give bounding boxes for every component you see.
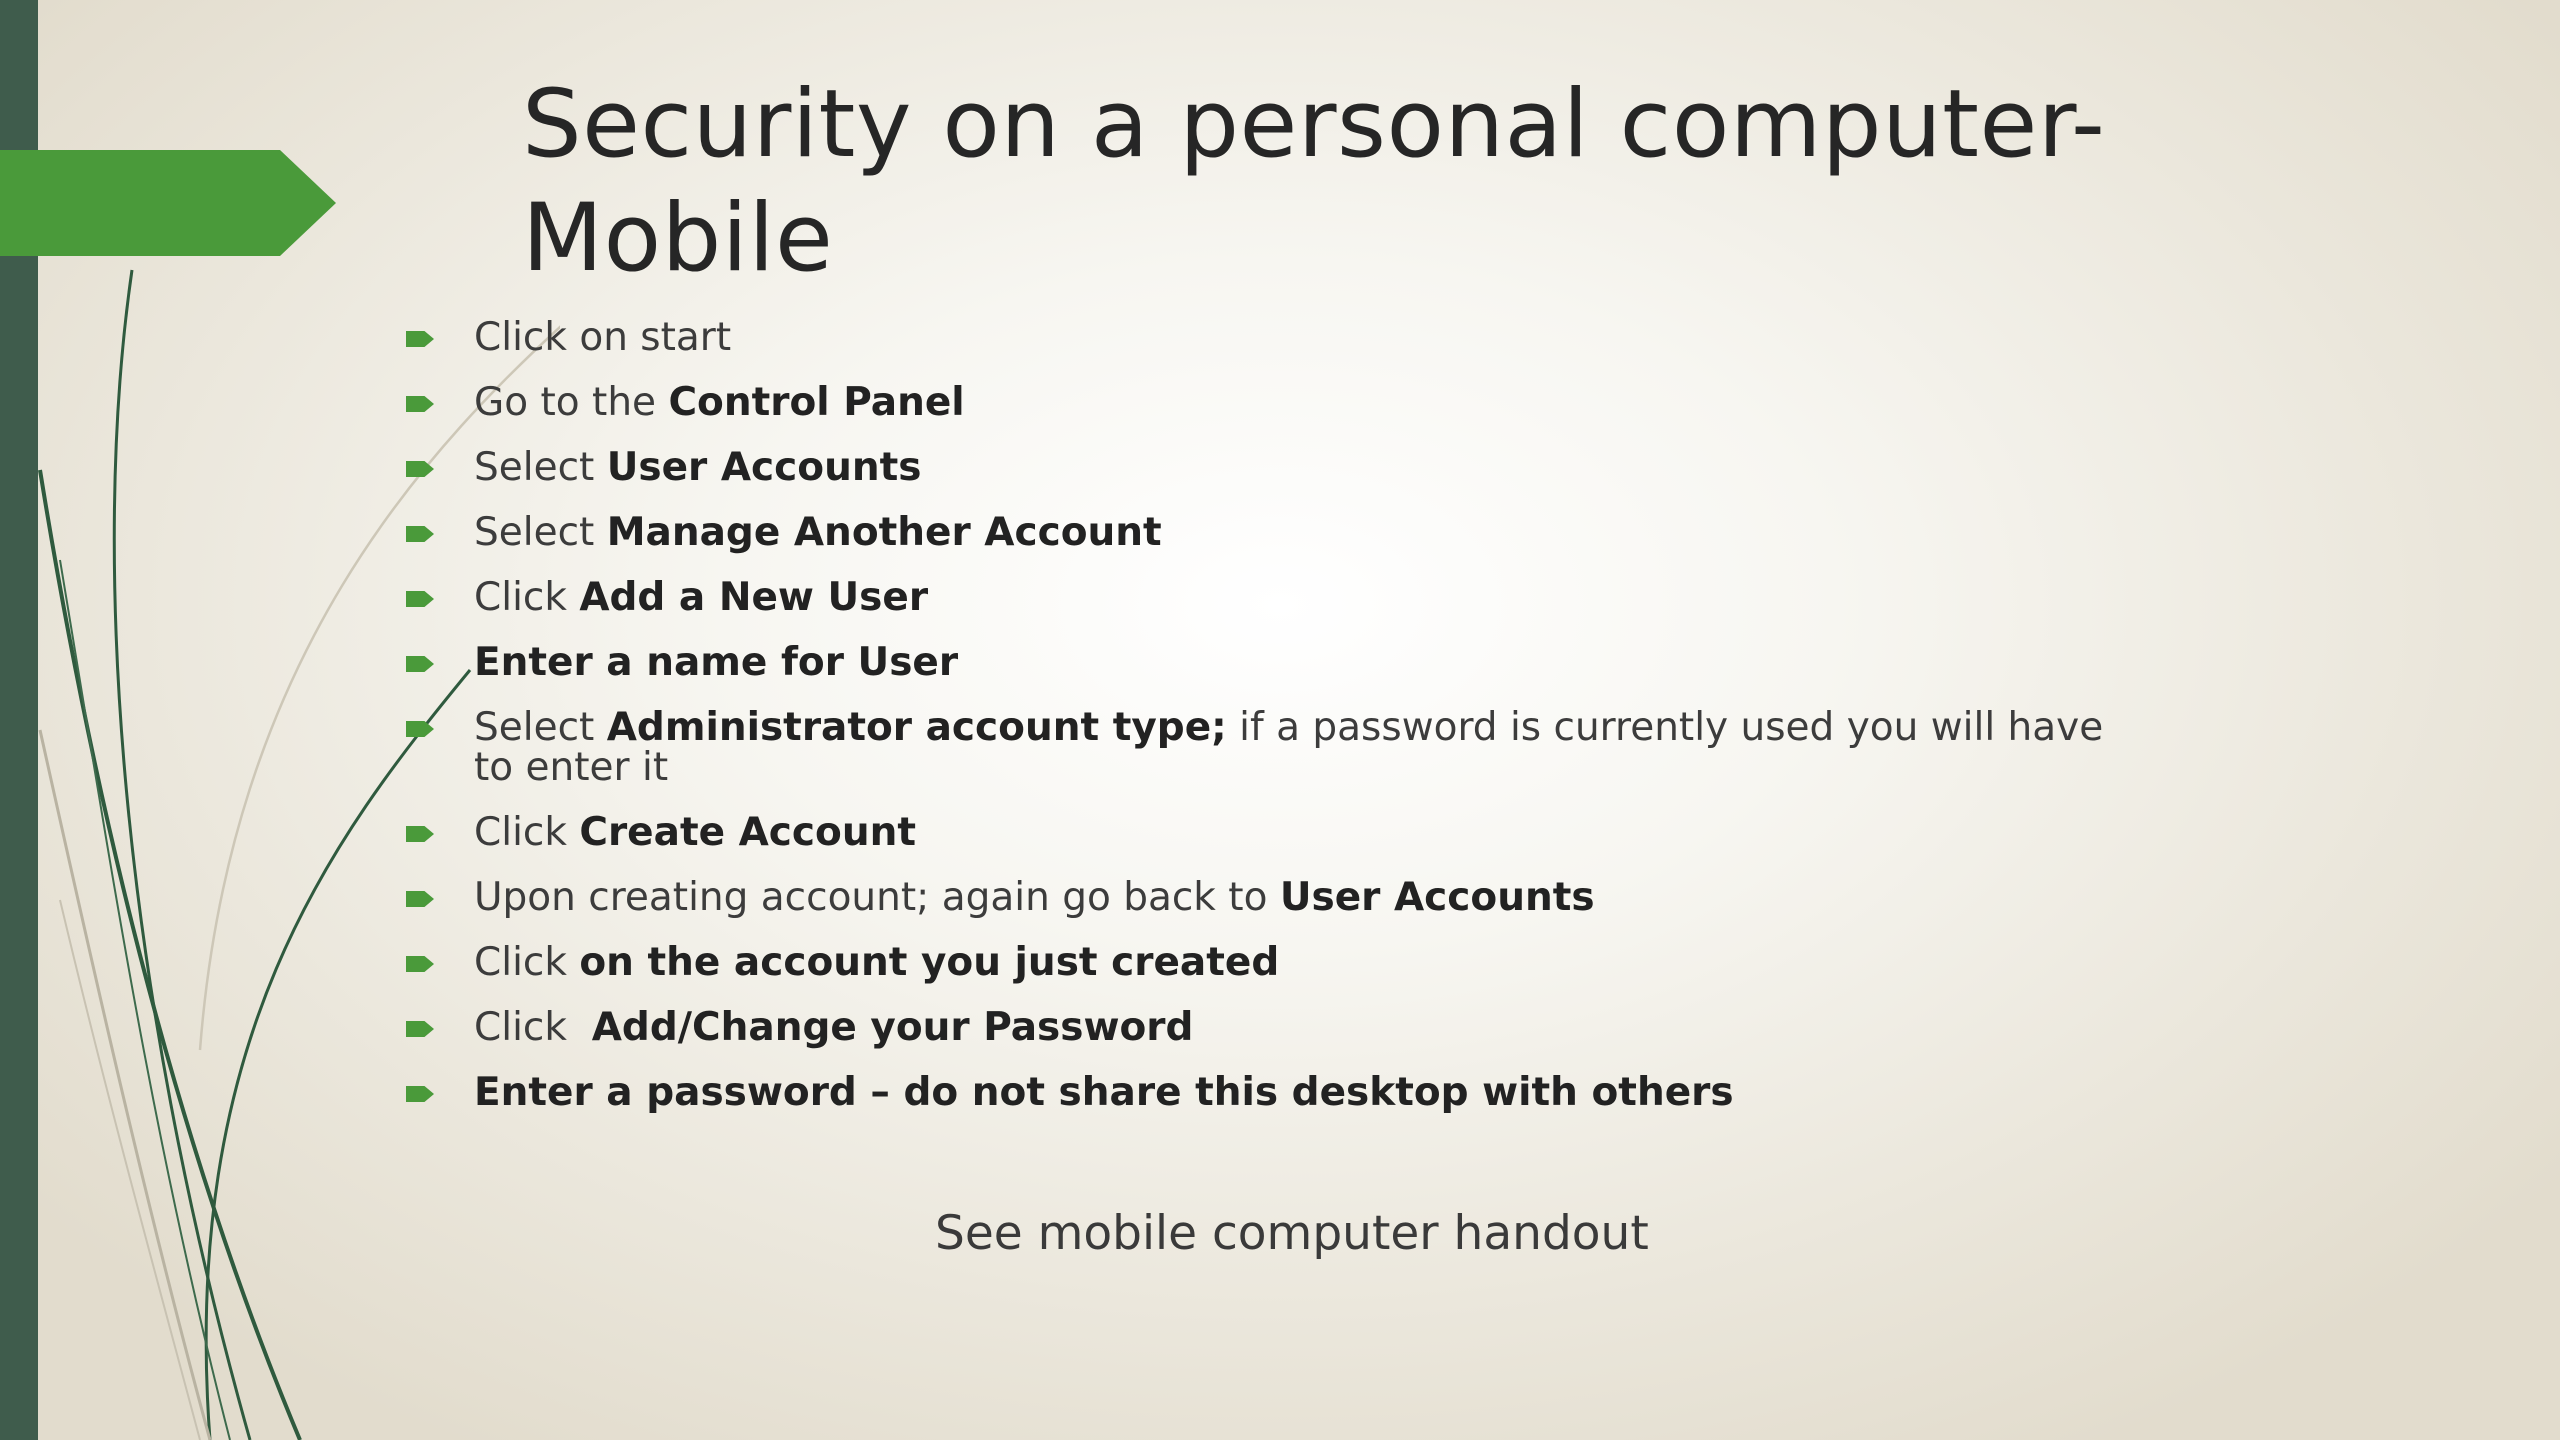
list-item [400,875,2120,920]
list-item-text: Select [474,510,607,555]
list-item [400,640,2120,685]
list-item [400,380,2120,425]
list-item-text: Click [474,940,580,985]
list-item [400,705,2120,790]
list-item-bold: Add a New User [579,575,929,620]
list-item-text: Go to the [474,380,669,425]
arrow-bullet-icon [406,956,434,972]
list-item [400,510,2120,555]
list-item-bold: Create Account [579,810,917,855]
list-item-bold: User Accounts [1279,875,1595,920]
instruction-list [400,315,2120,1138]
arrow-bullet-icon [406,891,434,907]
arrow-bullet-icon [406,396,434,412]
arrow-bullet-icon [406,331,434,347]
list-item-bold: Administrator account type; [606,705,1227,750]
list-item [400,940,2120,985]
slide-title: Security on a personal computer-Mobile [522,70,2106,293]
list-item-text-after: if a password is currently used you will have to enter it [474,705,2104,790]
list-item-text: Click on start [474,315,732,360]
list-item [400,1070,2120,1115]
arrow-bullet-icon [406,656,434,672]
list-item-text: Select [474,705,607,750]
list-item-bold: Manage Another Account [606,510,1162,555]
list-item-text: Select [474,445,607,490]
list-item [400,575,2120,620]
list-item [400,1005,2120,1050]
arrow-bullet-icon [406,1021,434,1037]
list-item-bold: Control Panel [668,380,965,425]
arrow-bullet-icon [406,826,434,842]
list-item-bold: Enter a password – do not share this desktop with others [474,1070,1734,1115]
list-item-text: Upon creating account; again go back to [474,875,1280,920]
list-item-bold: Add/Change your Password [591,1005,1194,1050]
list-item [400,445,2120,490]
handout-note: See mobile computer handout [935,1206,1649,1261]
list-item-bold: Enter a name for User [474,640,959,685]
title-arrow-shape [0,150,336,256]
list-item [400,315,2120,360]
arrow-bullet-icon [406,1086,434,1102]
list-item-text: Click [474,575,580,620]
arrow-bullet-icon [406,591,434,607]
list-item-text: Click [474,1005,592,1050]
arrow-bullet-icon [406,721,434,737]
list-item-bold: User Accounts [606,445,922,490]
list-item-text: Click [474,810,580,855]
list-item [400,810,2120,855]
arrow-bullet-icon [406,526,434,542]
list-item-bold: on the account you just created [579,940,1280,985]
arrow-bullet-icon [406,461,434,477]
